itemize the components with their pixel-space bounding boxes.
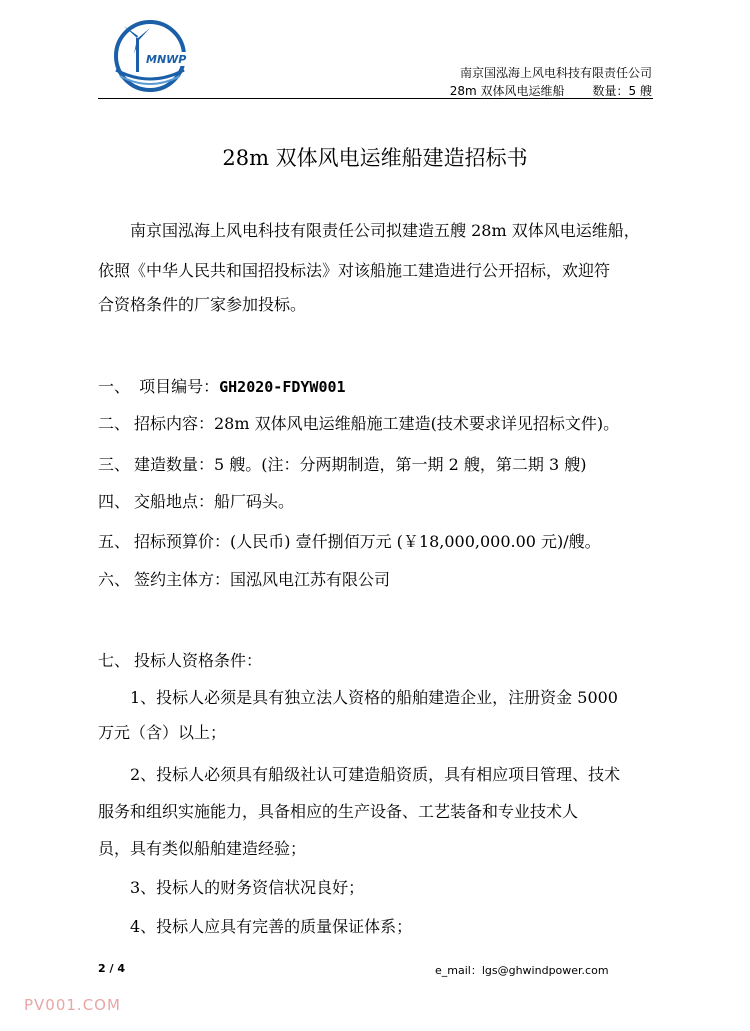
document-title: 28m 双体风电运维船建造招标书	[222, 146, 528, 170]
header-company: 南京国泓海上风电科技有限责任公司	[459, 66, 652, 80]
item-number: 一、	[98, 377, 131, 396]
item-number: 六、	[98, 570, 131, 589]
item-text: 投标人资格条件：	[134, 651, 263, 670]
item-label: 项目编号：	[139, 377, 220, 396]
condition-1-line-2: 万元（含）以上；	[98, 723, 227, 742]
item-number: 三、	[98, 455, 131, 474]
intro-line-3: 合资格条件的厂家参加投标。	[98, 295, 307, 314]
item-text: 签约主体方：国泓风电江苏有限公司	[134, 570, 391, 589]
item-bidder-qualifications	[98, 648, 262, 671]
project-code: GH2020-FDYW001	[219, 378, 346, 396]
item-text: 招标预算价：(人民币) 壹仟捌佰万元 (￥18,000,000.00 元)/艘。	[134, 532, 601, 551]
header-divider	[98, 98, 653, 99]
header-quantity: 数量：5 艘	[592, 84, 652, 98]
item-project-number	[98, 374, 346, 397]
header-subject-line	[450, 82, 652, 99]
page-number: 2 / 4	[98, 962, 125, 975]
condition-1-line-1: 1、投标人必须是具有独立法人资格的船舶建造企业，注册资金 5000	[130, 688, 618, 707]
item-budget-price	[98, 529, 601, 552]
item-contracting-party	[98, 567, 390, 590]
item-number: 二、	[98, 414, 131, 433]
condition-2-line-3: 员，具有类似船舶建造经验；	[98, 839, 307, 858]
condition-2-line-1: 2、投标人必须具有船级社认可建造船资质，具有相应项目管理、技术	[130, 765, 621, 784]
intro-line-1: 南京国泓海上风电科技有限责任公司拟建造五艘 28m 双体风电运维船，	[130, 221, 640, 240]
item-build-quantity	[98, 452, 586, 475]
item-text: 招标内容：28m 双体风电运维船施工建造(技术要求详见招标文件)。	[134, 414, 620, 433]
condition-2-line-2: 服务和组织实施能力，具备相应的生产设备、工艺装备和专业技术人	[98, 802, 579, 821]
item-tender-content	[98, 411, 619, 434]
item-number: 七、	[98, 651, 131, 670]
company-logo	[110, 18, 206, 96]
item-number: 五、	[98, 532, 131, 551]
item-text: 建造数量：5 艘。(注：分两期制造，第一期 2 艘，第二期 3 艘)	[134, 455, 587, 474]
item-text: 交船地点：船厂码头。	[134, 492, 295, 511]
item-number: 四、	[98, 492, 131, 511]
condition-4: 4、投标人应具有完善的质量保证体系；	[130, 917, 413, 936]
intro-line-2: 依照《中华人民共和国招投标法》对该船施工建造进行公开招标，欢迎符	[98, 261, 611, 280]
site-watermark: PV001.COM	[24, 996, 121, 1014]
logo-text: MNWP	[146, 53, 187, 66]
item-delivery-location	[98, 489, 294, 512]
header-subject: 28m 双体风电运维船	[449, 84, 565, 98]
contact-email: e_mail：lgs@ghwindpower.com	[435, 964, 609, 977]
condition-3: 3、投标人的财务资信状况良好；	[130, 878, 365, 897]
